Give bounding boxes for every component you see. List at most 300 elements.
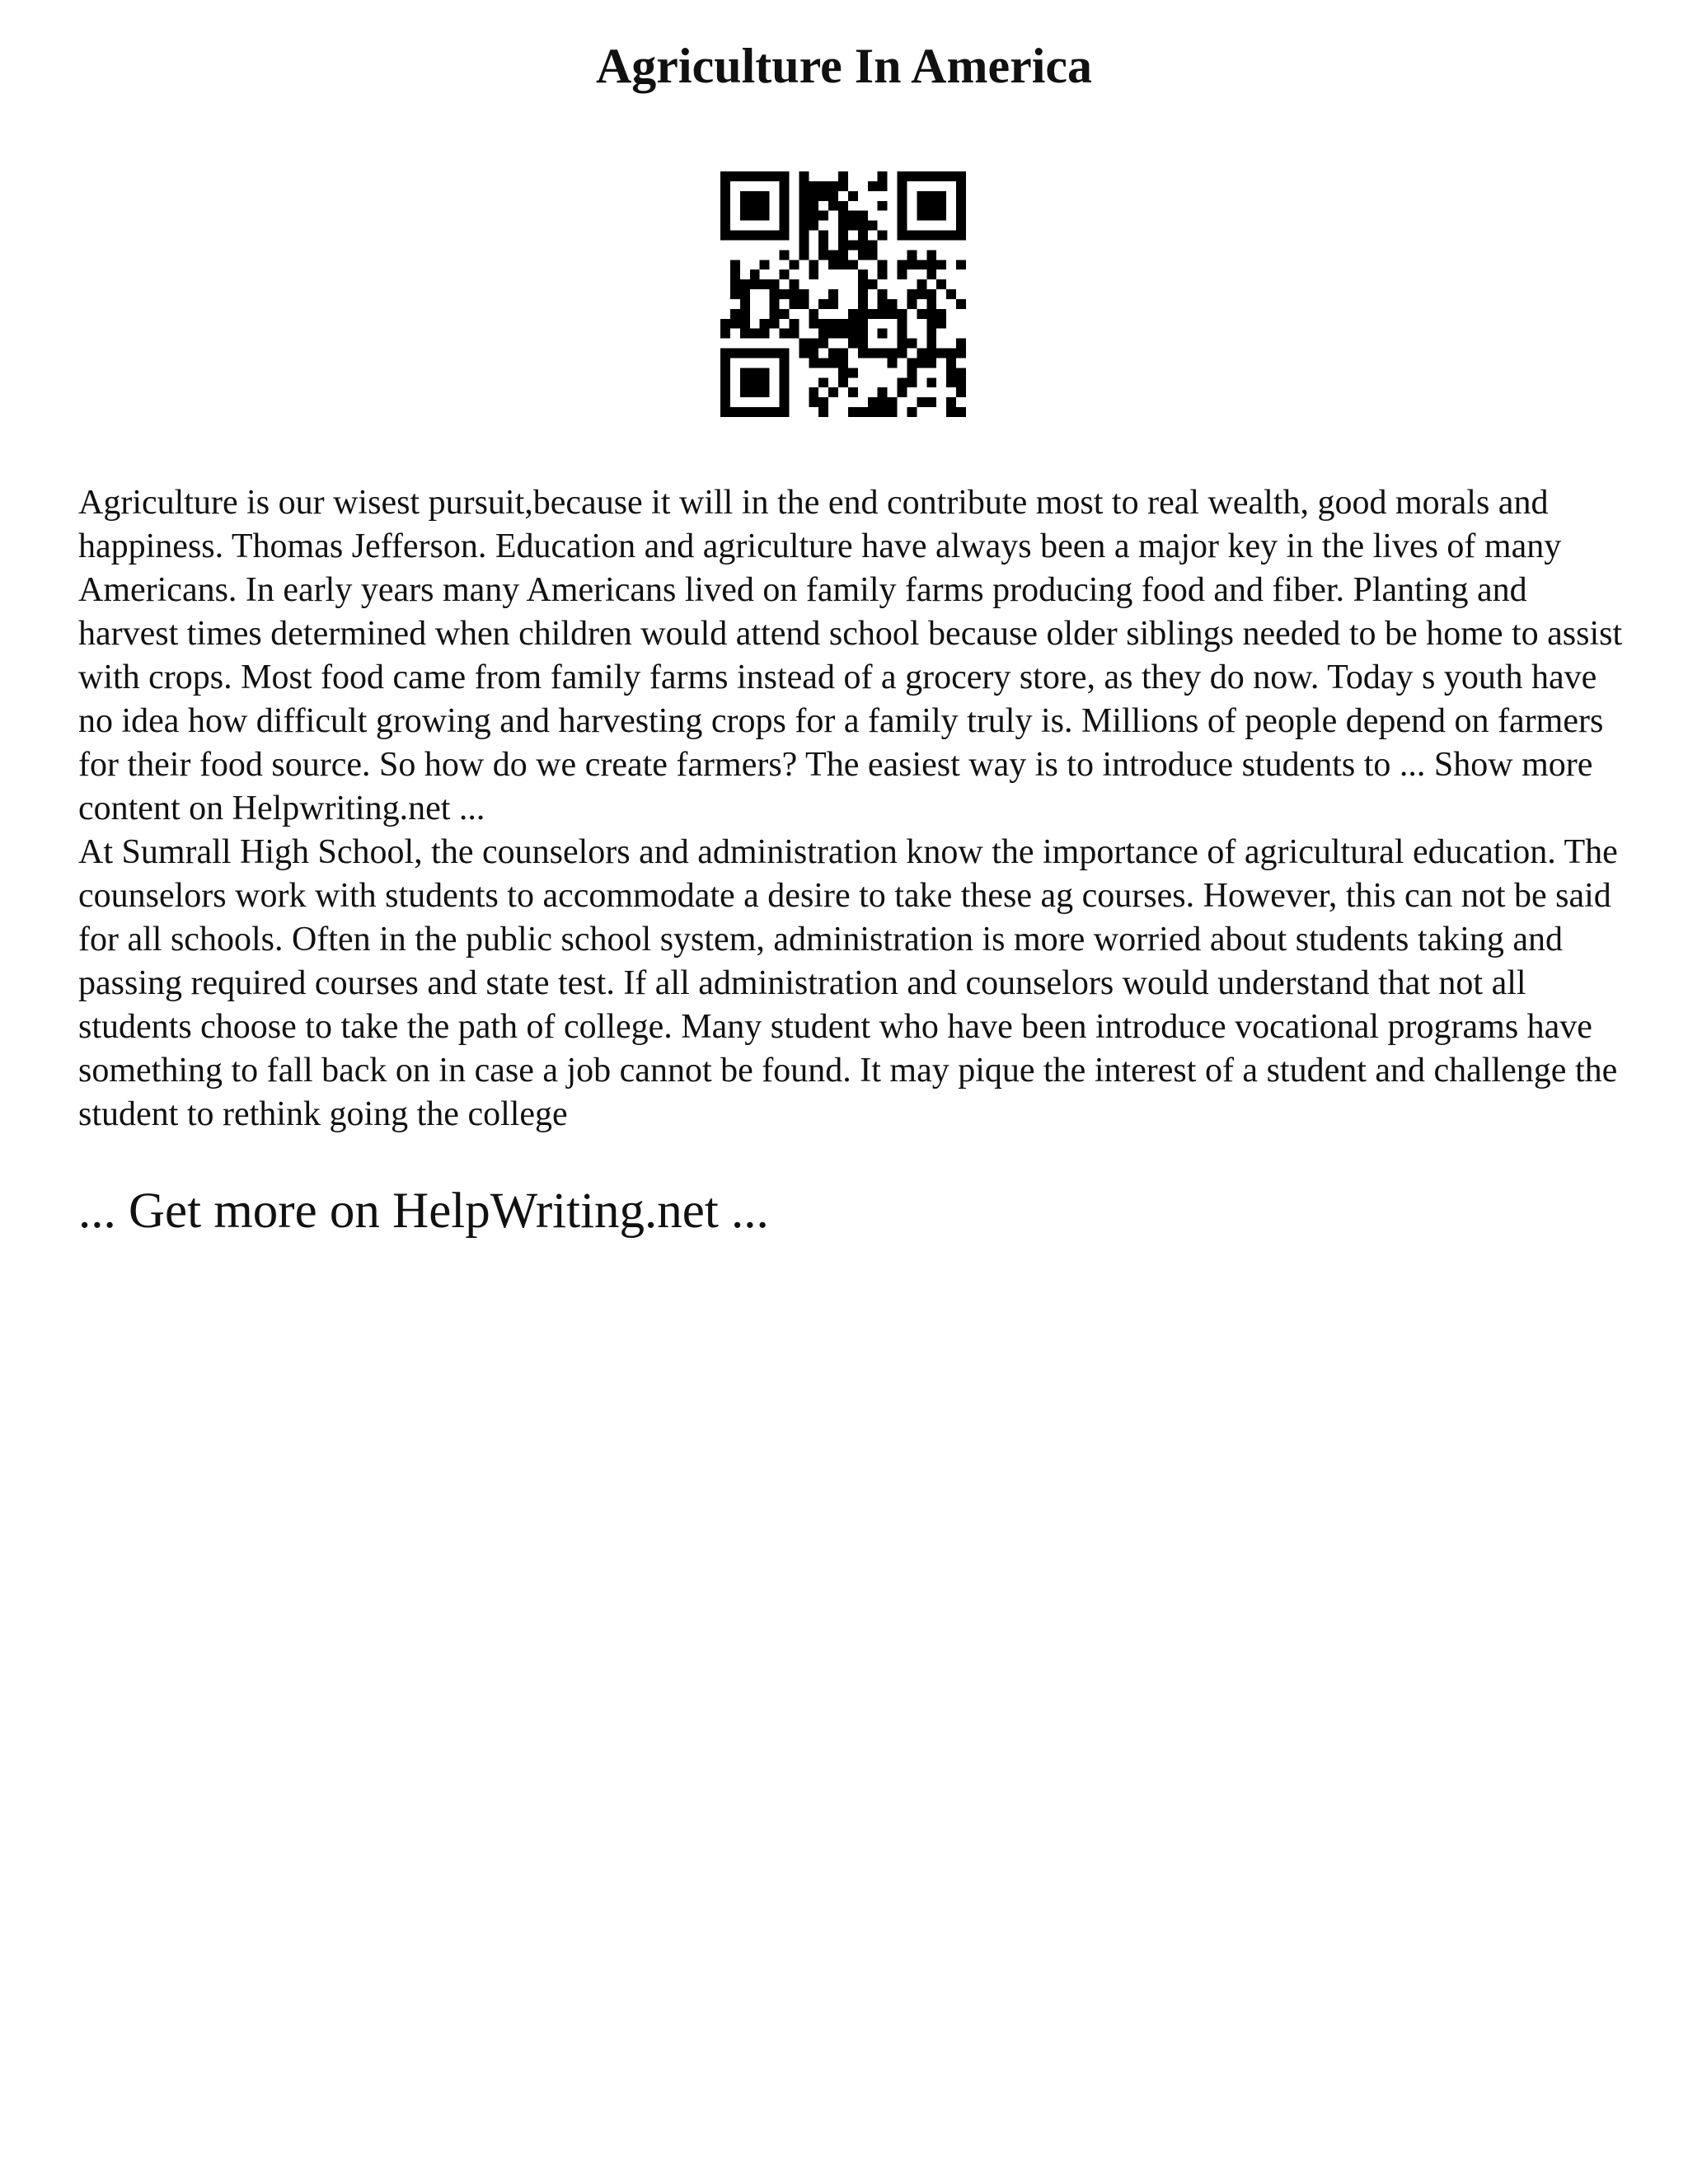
qr-module [907, 171, 917, 181]
qr-module [858, 211, 868, 221]
qr-module [740, 319, 750, 329]
qr-module [750, 171, 760, 181]
qr-module [740, 349, 750, 359]
qr-module [926, 319, 936, 329]
qr-module [946, 358, 956, 368]
qr-module [898, 309, 907, 319]
qr-module [760, 260, 770, 269]
qr-module [818, 191, 828, 201]
qr-module [720, 231, 730, 241]
qr-module [878, 260, 888, 269]
qr-module [828, 349, 838, 359]
qr-module [838, 211, 848, 221]
qr-module [720, 221, 730, 231]
qr-module [936, 319, 946, 329]
qr-module [809, 269, 818, 279]
qr-module [878, 289, 888, 299]
qr-module [750, 279, 760, 289]
qr-module [926, 250, 936, 260]
qr-module [848, 368, 858, 377]
qr-module [848, 211, 858, 221]
qr-module [720, 319, 730, 329]
qr-module [760, 171, 770, 181]
qr-module [878, 201, 888, 211]
qr-module [818, 299, 828, 309]
qr-module [750, 387, 760, 397]
qr-module [818, 181, 828, 191]
qr-module [848, 407, 858, 417]
qr-module [956, 181, 966, 191]
qr-module [770, 309, 780, 319]
qr-module [809, 358, 818, 368]
qr-module [809, 181, 818, 191]
qr-module [917, 309, 926, 319]
qr-module [740, 211, 750, 221]
qr-module [740, 377, 750, 387]
qr-module [780, 181, 790, 191]
qr-module [926, 191, 936, 201]
qr-module [917, 191, 926, 201]
qr-module [917, 260, 926, 269]
qr-module [780, 269, 790, 279]
qr-module [720, 397, 730, 407]
qr-module [926, 329, 936, 339]
qr-module [838, 377, 848, 387]
qr-module [926, 201, 936, 211]
qr-module [799, 181, 809, 191]
qr-module [740, 387, 750, 397]
qr-module [809, 191, 818, 201]
qr-module [809, 397, 818, 407]
qr-module [917, 279, 926, 289]
qr-module [730, 231, 740, 241]
qr-module [898, 387, 907, 397]
qr-module [760, 279, 770, 289]
article-body [78, 481, 1628, 1137]
qr-module [838, 201, 848, 211]
qr-module [956, 387, 966, 397]
qr-module [789, 279, 799, 289]
qr-module [898, 201, 907, 211]
qr-module [740, 279, 750, 289]
qr-module [770, 407, 780, 417]
qr-module [848, 191, 858, 201]
qr-module [740, 201, 750, 211]
qr-module [730, 309, 740, 319]
qr-module [926, 269, 936, 279]
qr-module [848, 240, 858, 250]
qr-module [730, 260, 740, 269]
qr-module [750, 377, 760, 387]
qr-module [828, 201, 838, 211]
qr-module [760, 319, 770, 329]
qr-module [730, 349, 740, 359]
qr-module [809, 201, 818, 211]
qr-module [809, 309, 818, 319]
qr-module [818, 250, 828, 260]
qr-module [720, 407, 730, 417]
qr-module [818, 231, 828, 241]
qr-module [780, 221, 790, 231]
qr-module [780, 211, 790, 221]
qr-module [838, 329, 848, 339]
qr-module [818, 358, 828, 368]
qr-module [780, 171, 790, 181]
qr-module [780, 191, 790, 201]
qr-module [809, 319, 818, 329]
qr-module [740, 407, 750, 417]
qr-module [848, 221, 858, 231]
qr-module [956, 299, 966, 309]
qr-module [956, 260, 966, 269]
qr-module [936, 309, 946, 319]
qr-module [838, 260, 848, 269]
qr-module [740, 309, 750, 319]
qr-module [907, 231, 917, 241]
qr-module [818, 339, 828, 349]
qr-module [848, 339, 858, 349]
qr-module [809, 387, 818, 397]
qr-module [780, 397, 790, 407]
qr-module [828, 299, 838, 309]
qr-module [750, 231, 760, 241]
qr-module [720, 329, 730, 339]
qr-module [858, 221, 868, 231]
qr-module [878, 269, 888, 279]
qr-module [858, 289, 868, 299]
qr-module [888, 358, 898, 368]
qr-module [770, 319, 780, 329]
qr-module [780, 349, 790, 359]
qr-module [799, 201, 809, 211]
qr-module [780, 407, 790, 417]
qr-module [780, 231, 790, 241]
qr-module [878, 171, 888, 181]
qr-module [799, 221, 809, 231]
qr-module [898, 260, 907, 269]
qr-module [946, 289, 956, 299]
qr-module [809, 339, 818, 349]
qr-module [898, 181, 907, 191]
qr-module [750, 191, 760, 201]
qr-module [799, 339, 809, 349]
qr-module [760, 387, 770, 397]
qr-module [818, 211, 828, 221]
qr-module [799, 240, 809, 250]
qr-module [858, 349, 868, 359]
qr-module [740, 329, 750, 339]
qr-module [878, 181, 888, 191]
qr-module [818, 397, 828, 407]
qr-module [809, 211, 818, 221]
qr-module [858, 309, 868, 319]
qr-module [878, 329, 888, 339]
qr-module [818, 240, 828, 250]
qr-module [936, 349, 946, 359]
qr-module [818, 329, 828, 339]
article-paragraph-1: Agriculture is our wisest pursuit,because it will in the end contribute most to real wealth, good morals and happiness. Thomas Jefferson. Education and agriculture have always been a major key in the lives of many Americans. In early years many Americans lived on family farms producing food and fiber. Planting and harvest times determined when children would attend school because older siblings needed to be home to assist with crops. Most food came from family farms instead of a grocery store, as they do now. Today s youth have no idea how difficult growing and harvesting crops for a family truly is. Millions of people depend on farmers for their food source. So how do we create farmers? The easiest way is to introduce students to ... Show more content on Helpwriting.net ... [78, 484, 1623, 827]
qr-module [828, 191, 838, 201]
qr-module [760, 377, 770, 387]
qr-module [926, 211, 936, 221]
qr-module [926, 260, 936, 269]
qr-module [917, 231, 926, 241]
qr-module [780, 309, 790, 319]
qr-module [956, 231, 966, 241]
qr-module [750, 329, 760, 339]
qr-module [848, 329, 858, 339]
qr-module [789, 289, 799, 299]
article-paragraph-2: At Sumrall High School, the counselors and administration know the importance of agricultural education. The counselors work with students to accommodate a desire to take these ag courses. However, this can not be said for all schools. Often in the public school system, administration is more worried about students taking and passing required courses and state test. If all administration and counselors would understand that not all students choose to take the path of college. Many student who have been introduce vocational programs have something to fall back on in case a job cannot be found. It may pique the interest of a student and challenge the student to rethink going the college [78, 833, 1618, 1133]
qr-module [956, 171, 966, 181]
qr-module [917, 171, 926, 181]
qr-module [760, 191, 770, 201]
qr-code-icon[interactable] [720, 171, 966, 417]
qr-module [799, 231, 809, 241]
qr-module [770, 349, 780, 359]
qr-module [917, 211, 926, 221]
qr-module [917, 349, 926, 359]
qr-module [907, 377, 917, 387]
qr-module [907, 339, 917, 349]
qr-module [956, 407, 966, 417]
qr-module [946, 407, 956, 417]
qr-module [750, 211, 760, 221]
qr-module [838, 171, 848, 181]
qr-module [936, 260, 946, 269]
qr-module [956, 191, 966, 201]
qr-module [868, 279, 878, 289]
qr-module [868, 250, 878, 260]
qr-module [828, 329, 838, 339]
qr-module [868, 240, 878, 250]
qr-module [838, 358, 848, 368]
qr-module [917, 397, 926, 407]
qr-module [760, 368, 770, 377]
qr-module [799, 211, 809, 221]
qr-module [828, 387, 838, 397]
qr-module [946, 349, 956, 359]
qr-module [868, 309, 878, 319]
qr-module [907, 299, 917, 309]
qr-module [760, 211, 770, 221]
qr-module [907, 368, 917, 377]
qr-module [926, 339, 936, 349]
qr-module [828, 319, 838, 329]
qr-module [740, 191, 750, 201]
qr-module [946, 397, 956, 407]
qr-module [936, 231, 946, 241]
qr-module [750, 349, 760, 359]
qr-module [907, 250, 917, 260]
qr-module [770, 289, 780, 299]
qr-module [809, 349, 818, 359]
qr-module [868, 181, 878, 191]
qr-module [898, 171, 907, 181]
qr-module [838, 349, 848, 359]
qr-module [789, 299, 799, 309]
qr-module [730, 319, 740, 329]
qr-module [848, 319, 858, 329]
qr-module [936, 191, 946, 201]
qr-module [936, 201, 946, 211]
qr-module [898, 319, 907, 329]
qr-module [898, 339, 907, 349]
qr-module [888, 397, 898, 407]
qr-module [956, 368, 966, 377]
qr-module [750, 368, 760, 377]
qr-module [936, 171, 946, 181]
qr-module [740, 171, 750, 181]
qr-module [730, 269, 740, 279]
qr-module [946, 231, 956, 241]
qr-module [760, 407, 770, 417]
qr-module [907, 407, 917, 417]
qr-module [730, 407, 740, 417]
qr-module [868, 349, 878, 359]
qr-module [799, 349, 809, 359]
qr-module [838, 368, 848, 377]
qr-module [926, 349, 936, 359]
qr-module [780, 201, 790, 211]
qr-module [809, 260, 818, 269]
qr-module [760, 201, 770, 211]
qr-module [926, 397, 936, 407]
qr-module [770, 231, 780, 241]
qr-module [926, 358, 936, 368]
qr-module [956, 201, 966, 211]
qr-module [936, 211, 946, 221]
qr-module [946, 377, 956, 387]
qr-module [750, 201, 760, 211]
qr-module [720, 377, 730, 387]
qr-module [799, 191, 809, 201]
qr-module [907, 358, 917, 368]
qr-module [799, 289, 809, 299]
qr-module [720, 171, 730, 181]
qr-module [828, 358, 838, 368]
qr-module [917, 358, 926, 368]
qr-module [898, 221, 907, 231]
qr-module [878, 349, 888, 359]
qr-module [720, 358, 730, 368]
qr-module [858, 407, 868, 417]
qr-module [740, 368, 750, 377]
qr-module [838, 181, 848, 191]
qr-module [917, 289, 926, 299]
qr-module [838, 240, 848, 250]
qr-module [780, 387, 790, 397]
qr-module [770, 299, 780, 309]
qr-module [888, 349, 898, 359]
qr-module [907, 289, 917, 299]
qr-module [858, 231, 868, 241]
qr-module [898, 211, 907, 221]
qr-module [818, 377, 828, 387]
qr-module [878, 387, 888, 397]
qr-module [898, 349, 907, 359]
qr-module [720, 181, 730, 191]
qr-module [858, 329, 868, 339]
qr-module [760, 231, 770, 241]
qr-module [799, 299, 809, 309]
qr-module [956, 349, 966, 359]
qr-module [956, 211, 966, 221]
page-title: Agriculture In America [595, 39, 1093, 93]
qr-module [789, 329, 799, 339]
qr-module [789, 260, 799, 269]
qr-module [858, 299, 868, 309]
qr-module [848, 309, 858, 319]
qr-module [770, 279, 780, 289]
qr-module [780, 250, 790, 260]
qr-module [750, 269, 760, 279]
qr-module [956, 339, 966, 349]
qr-module [926, 299, 936, 309]
qr-module [956, 377, 966, 387]
qr-module [917, 201, 926, 211]
qr-module [740, 289, 750, 299]
qr-module [818, 319, 828, 329]
qr-module [799, 171, 809, 181]
qr-module [898, 231, 907, 241]
qr-module [898, 269, 907, 279]
qr-module [946, 171, 956, 181]
qr-module [828, 181, 838, 191]
qr-module [858, 250, 868, 260]
qr-module [898, 191, 907, 201]
qr-module [770, 171, 780, 181]
qr-module [730, 289, 740, 299]
qr-module [818, 407, 828, 417]
qr-module [878, 299, 888, 309]
qr-module [888, 309, 898, 319]
qr-module [720, 387, 730, 397]
qr-module [858, 319, 868, 329]
qr-module [926, 289, 936, 299]
qr-module [878, 309, 888, 319]
qr-module [956, 221, 966, 231]
qr-module [760, 349, 770, 359]
qr-module [878, 407, 888, 417]
qr-module [780, 358, 790, 368]
qr-module [760, 329, 770, 339]
qr-module [828, 260, 838, 269]
qr-module [838, 221, 848, 231]
qr-module [858, 269, 868, 279]
qr-module [858, 339, 868, 349]
qr-module [838, 319, 848, 329]
qr-module [780, 368, 790, 377]
qr-module [848, 260, 858, 269]
qr-module [868, 407, 878, 417]
qr-module [740, 299, 750, 309]
qr-module [926, 309, 936, 319]
qr-module [926, 377, 936, 387]
qr-module [780, 329, 790, 339]
qr-module [828, 289, 838, 299]
qr-module [780, 289, 790, 299]
qr-module [946, 368, 956, 377]
qr-module [858, 240, 868, 250]
qr-module [720, 211, 730, 221]
qr-module [789, 319, 799, 329]
get-more-link[interactable]: ... Get more on HelpWriting.net ... [78, 1183, 769, 1239]
qr-module [868, 397, 878, 407]
qr-module [888, 299, 898, 309]
qr-module [868, 221, 878, 231]
qr-module [878, 231, 888, 241]
